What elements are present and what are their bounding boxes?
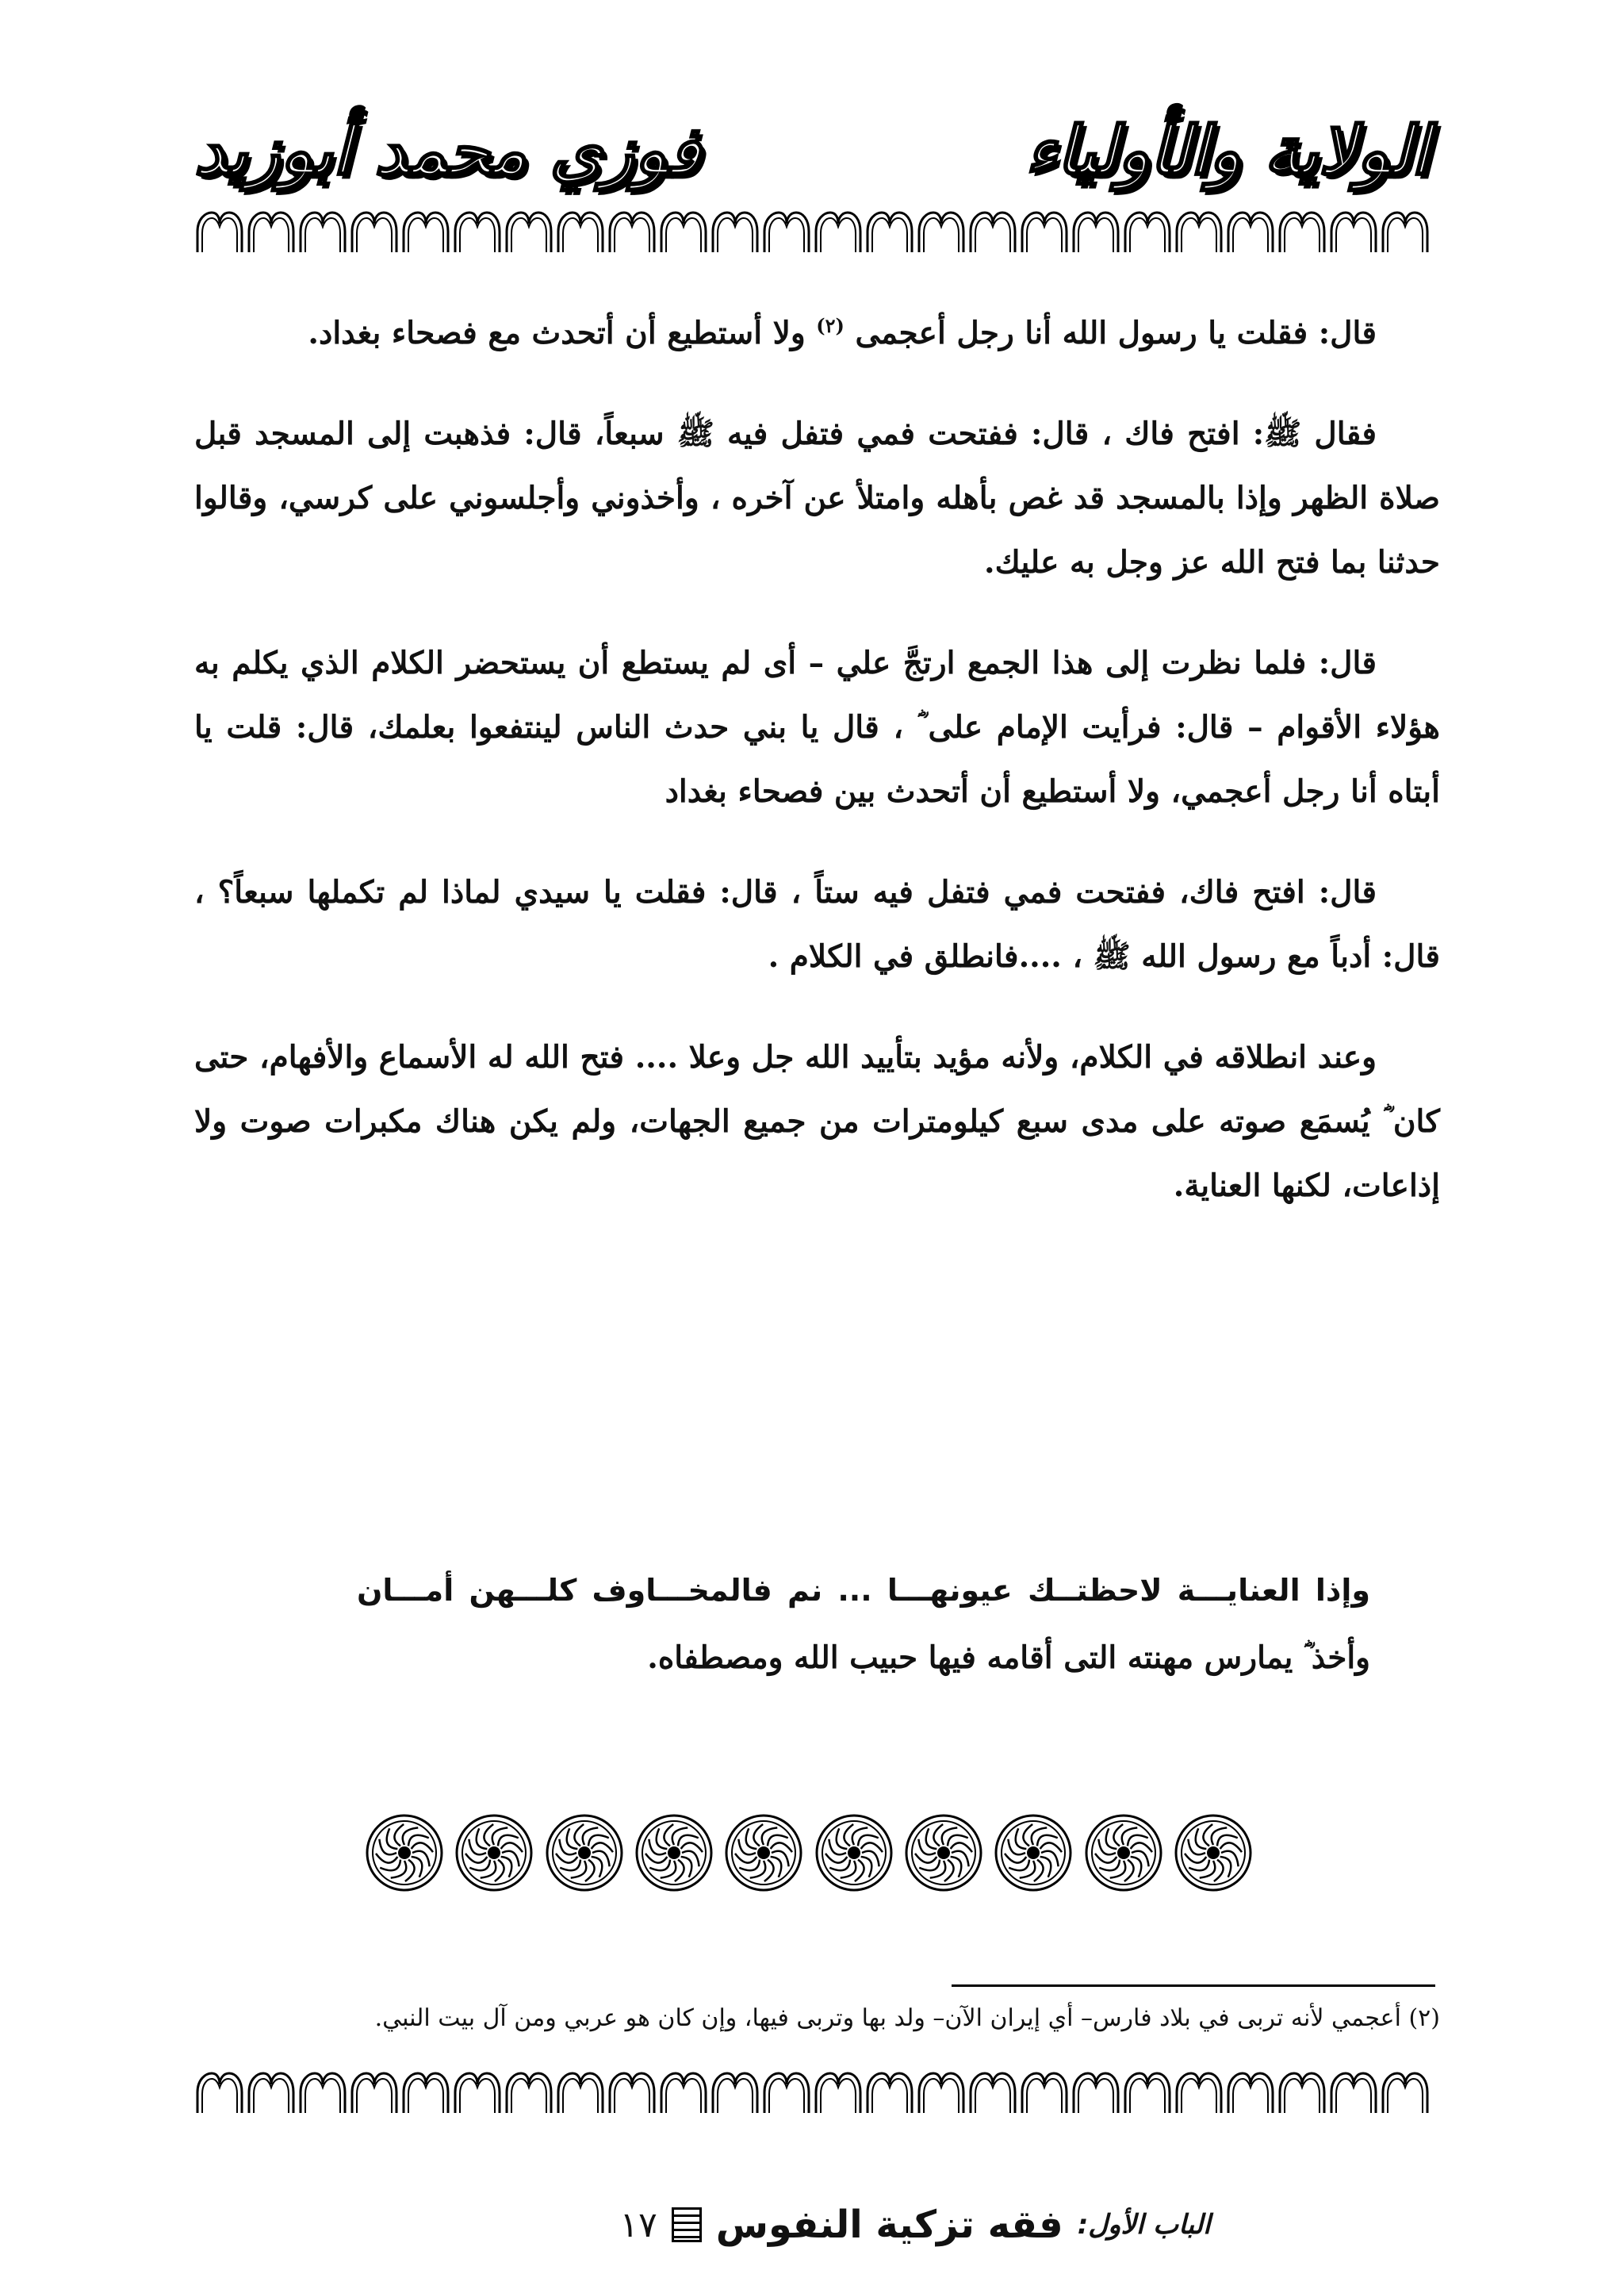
- calligraphy-medallion-icon: [1084, 1813, 1163, 1892]
- body-text: [194, 301, 1440, 1255]
- paragraph-1-rest: ولا أستطيع أن أتحدث مع فصحاء بغداد.: [308, 315, 806, 351]
- author-name: فوزي محمد أبوزيد: [194, 112, 701, 190]
- paragraph-2: فقال ﷺ: افتح فاك ، قال: ففتحت فمي فتفل فيه ﷺ سبعاً، قال: فذهبت إلى المسجد قبل صلاة الظهر وإذا بالمسجد قد غص بأهله وامتلأ عن آخره ، وأخذوني وأجلسوني على كرسي، وقالوا حدثنا بما فتح الله عز وجل به عليك.: [194, 416, 1440, 581]
- calligraphy-medallion-icon: [724, 1813, 803, 1892]
- calligraphy-medallion-icon: [454, 1813, 534, 1892]
- calligraphy-medallion-icon: [1174, 1813, 1253, 1892]
- paragraph-1: [194, 301, 1440, 366]
- paragraph-6: وأخذ ؓ يمارس مهنته التى أقامه فيها حبيب الله ومصطفاه.: [647, 1639, 1370, 1676]
- footer-arch-border: [194, 2069, 1431, 2116]
- page-header: [194, 95, 1430, 206]
- calligraphy-medallion-icon: [904, 1813, 983, 1892]
- calligraphy-medallion-icon: [545, 1813, 624, 1892]
- header-arch-border: [194, 208, 1431, 255]
- page-footer: [396, 2189, 1434, 2260]
- page-icon: [672, 2207, 702, 2242]
- section-ornament: [365, 1808, 1253, 1897]
- book-title: الولاية والأولياء: [1025, 112, 1430, 190]
- poetry-verse: وإذا العنايـــة لاحظتــك عيونهـــا ... نم فالمخـــاوف كلـــهن أمـــان: [357, 1573, 1370, 1608]
- paragraph-1-text: قال: فقلت يا رسول الله أنا رجل أعجمى: [855, 315, 1377, 351]
- footer-book-title: فقه تزكية النفوس: [715, 2203, 1063, 2247]
- paragraph-3: قال: فلما نظرت إلى هذا الجمع ارتجَّ علي – أى لم يستطع أن يستحضر الكلام الذي يكلم به هؤلاء الأقوام – قال: فرأيت الإمام على ؓ ، قال يا بني حدث الناس لينتفعوا بعلمك، قال: قلت يا أبتاه أنا رجل أعجمي، ولا أستطيع أن أتحدث بين فصحاء بغداد: [194, 645, 1440, 810]
- arch-border-icon: [194, 208, 1431, 255]
- chapter-label: الباب الأول:: [1077, 2209, 1211, 2241]
- paragraph-4: قال: افتح فاك، ففتحت فمي فتفل فيه ستاً ، قال: فقلت يا سيدي لماذا لم تكملها سبعاً؟ ، قال: أدباً مع رسول الله ﷺ ، ....فانطلق في الكلام .: [194, 874, 1440, 975]
- calligraphy-medallion-icon: [814, 1813, 894, 1892]
- footnote: (٢) أعجمي لأنه تربى في بلاد فارس– أي إيران الآن– ولد بها وتربى فيها، وإن كان هو عربي ومن آل بيت النبي.: [374, 2004, 1440, 2032]
- calligraphy-medallion-icon: [634, 1813, 714, 1892]
- footnote-ref[interactable]: (٢): [816, 314, 845, 337]
- calligraphy-medallion-icon: [365, 1813, 444, 1892]
- page-number: ١٧: [619, 2204, 657, 2245]
- paragraph-5: وعند انطلاقه في الكلام، ولأنه مؤيد بتأييد الله جل وعلا .... فتح الله له الأسماع والأفهام، حتى كان ؓ يُسمَع صوته على مدى سبع كيلومترات من جميع الجهات، ولم يكن هناك مكبرات صوت ولا إذاعات، لكنها العناية.: [194, 1039, 1440, 1204]
- calligraphy-medallion-icon: [994, 1813, 1073, 1892]
- arch-border-icon: [194, 2069, 1431, 2116]
- footnote-rule: [952, 1984, 1435, 1987]
